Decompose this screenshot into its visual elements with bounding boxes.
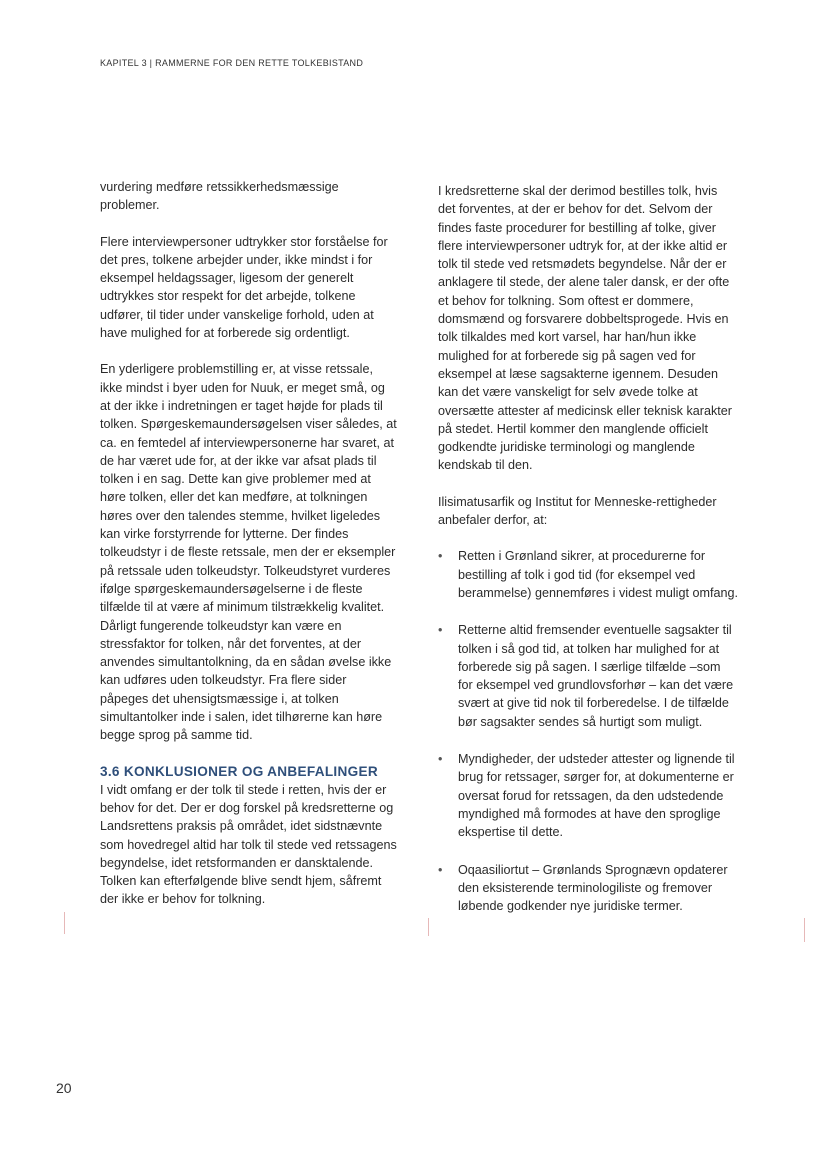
- recommendations-list: [438, 547, 738, 915]
- right-column: [438, 182, 738, 934]
- body-paragraph: En yderligere problemstilling er, at visse retssale, ikke mindst i byer uden for Nuuk, er meget små, og at der ikke i indretningen er taget højde for plads til tolken. Spørgeskemaundersøgelsen viser således, at ca. en femtedel af interviewpersonerne har svaret, at de har været ude for, at der ikke var afsat plads til tolken i en sag. Dette kan give problemer med at høre tolken, eller det kan medføre, at tolkningen høres over den talendes stemme, hvilket ligeledes kan virke forstyrrende for lytterne. Der findes tolkeudstyr i de fleste retssale, men der er eksempler på retssale uden tolkeudstyr. Tolkeudstyret vurderes ifølge spørgeskemaundersøgelserne i de fleste tilfælde til at være af minimum tilstrækkelig kvalitet. Dårligt fungerende tolkeudstyr kan være en stressfaktor for tolken, når det forventes, at der anvendes simultantolkning, da en sådan øvelse ikke kan udføres uden tolkeudstyr. Fra flere sider påpeges det uhensigtsmæssige i, at tolken simultantolker inde i salen, idet tilhørerne kan høre begge sprog på samme tid.: [100, 362, 397, 743]
- recommendations-intro: Ilisimatusarfik og Institut for Menneske-rettigheder anbefaler derfor, at:: [438, 494, 717, 528]
- list-item-text: Oqaasiliortut – Grønlands Sprognævn opdaterer den eksisterende terminologiliste og fremover løbende godkender nye juridiske termer.: [458, 862, 728, 914]
- left-column: [100, 178, 398, 927]
- body-paragraph: I kredsretterne skal der derimod bestilles tolk, hvis det forventes, at der er behov for det. Selvom der findes faste procedurer for bestilling af tolke, giver flere interviewpersoner udtryk for, at der ikke altid er tolk til stede ved retsmødets begyndelse. Når der er anklagere til stede, der alene taler dansk, er der ofte et behov for tolkning. Som oftest er dommere, domsmænd og forsvarere dobbeltsprogede. Hvis en tolk tilkaldes med kort varsel, har han/hun ikke mulighed for at forberede sig på sagen ved for eksempel at læse sagsakterne igennem. Desuden kan det være vanskeligt for selv øvede tolke at oversætte attester af medicinsk eller teknisk karakter på stedet. Hertil kommer den manglende officielt godkendte juridiske terminologi og manglende kendskab til den.: [438, 184, 732, 473]
- scan-artifact: [64, 912, 65, 934]
- list-item-text: Myndigheder, der udsteder attester og lignende til brug for retssager, sørger for, at dokumenterne er oversat forud for retssagen, da den udstedende myndighed må formodes at have den sproglige ekspertise til dette.: [458, 752, 735, 840]
- scan-artifact: [428, 918, 429, 936]
- bullet-icon: •: [438, 549, 443, 564]
- scan-artifact: [804, 918, 805, 942]
- list-item: [438, 547, 738, 602]
- list-item: [438, 621, 738, 731]
- section-heading: 3.6 KONKLUSIONER OG ANBEFALINGER: [100, 763, 378, 779]
- list-item-text: Retterne altid fremsender eventuelle sagsakter til tolken i så god tid, at tolken har mulighed for at forberede sig på sagen. I særlige tilfælde –som for eksempel ved grundlovsforhør – kan det være svært at give tid nok til forberedelse. I de tilfælde bør sagsakter sendes så hurtigt som muligt.: [458, 623, 734, 729]
- body-paragraph: I vidt omfang er der tolk til stede i retten, hvis der er behov for det. Der er dog forskel på kredsretterne og Landsrettens praksis på området, idet sidstnævnte som hovedregel altid har tolk til stede ved retssagens begyndelse, idet retsformanden er dansktalende. Tolken kan efterfølgende blive sendt hjem, såfremt der ikke er behov for tolkning.: [100, 782, 397, 907]
- bullet-icon: •: [438, 752, 443, 767]
- body-paragraph: vurdering medføre retssikkerhedsmæssige problemer.: [100, 180, 339, 213]
- list-item-text: Retten i Grønland sikrer, at procedurerne for bestilling af tolk i god tid (for eksempel ved berammelse) gennemføres i videst muligt omfang.: [458, 549, 738, 600]
- page-number: 20: [56, 1080, 72, 1096]
- body-paragraph: Flere interviewpersoner udtrykker stor forståelse for det pres, tolkene arbejder under, ikke mindst i for eksempel heldagssager, ligesom der generelt udtrykkes stor respekt for det arbejde, tolkene udfører, til tider under vanskelige forhold, uden at have mulighed for at forberede sig ordentligt.: [100, 234, 388, 341]
- list-item: [438, 861, 738, 916]
- list-item: [438, 750, 738, 841]
- running-header: KAPITEL 3 | RAMMERNE FOR DEN RETTE TOLKEBISTAND: [100, 58, 364, 68]
- bullet-icon: •: [438, 862, 443, 877]
- bullet-icon: •: [438, 623, 443, 638]
